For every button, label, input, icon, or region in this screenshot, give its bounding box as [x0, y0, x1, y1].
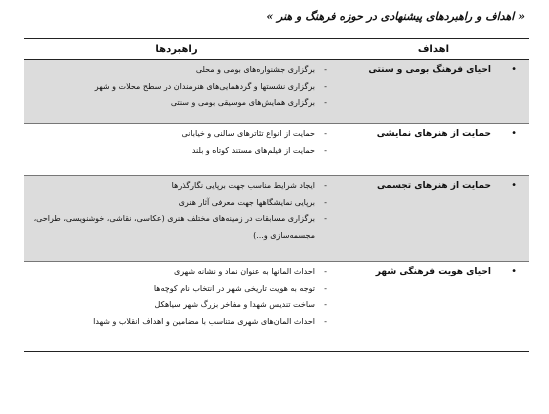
bullet-icon: •	[511, 128, 517, 139]
strategy-item	[28, 95, 327, 112]
dash-marker: -	[324, 300, 327, 309]
goal-cell	[329, 176, 529, 262]
header-goals: اهداف	[329, 39, 529, 60]
strategy-text: برگزاری همایش‌های موسیقی بومی و سنتی	[170, 98, 315, 107]
strategy-text: برپایی نمایشگاهها جهت معرفی آثار هنری	[178, 197, 315, 207]
dash-marker: -	[324, 81, 327, 91]
dash-marker: -	[324, 283, 327, 293]
dash-marker: -	[324, 197, 327, 207]
strategy-text: حمایت از انواع تئاترهای سالنی و خیابانی	[181, 129, 315, 138]
dash-marker: -	[324, 181, 327, 190]
strategy-text: ساخت تندیس شهدا و مفاخر بزرگ شهر سیاهکل	[154, 300, 315, 309]
strategy-item	[28, 178, 327, 195]
strategy-item	[28, 143, 327, 160]
dash-marker: -	[324, 98, 327, 107]
strategy-item	[28, 211, 327, 244]
strategy-text: برگزاری نشستها و گردهمایی‌های هنرمندان در سطح محلات و شهر	[94, 81, 315, 91]
strategies-cell	[24, 124, 329, 176]
table-row	[24, 60, 529, 124]
strategy-item	[28, 297, 327, 314]
dash-marker: -	[324, 214, 327, 223]
table-row	[24, 124, 529, 176]
strategy-item	[28, 195, 327, 212]
strategies-list	[24, 176, 329, 250]
goals-strategies-table	[24, 38, 529, 352]
strategy-item	[28, 62, 327, 79]
strategy-item	[28, 314, 327, 331]
strategy-item	[28, 126, 327, 143]
goal-text: احیای فرهنگ بومی و سنتی	[368, 65, 491, 75]
strategy-text: برگزاری جشنواره‌های بومی و محلی	[195, 65, 315, 74]
goal-text: حمایت از هنرهای نمایشی	[376, 129, 491, 139]
table-row	[24, 176, 529, 262]
goal-cell	[329, 60, 529, 124]
strategies-list	[24, 262, 329, 336]
strategy-item	[28, 79, 327, 96]
goal-text: حمایت از هنرهای تجسمی	[376, 181, 491, 191]
goal-cell	[329, 262, 529, 352]
header-strategies: راهبردها	[24, 39, 329, 60]
strategies-cell	[24, 262, 329, 352]
table-row	[24, 262, 529, 352]
dash-marker: -	[324, 316, 327, 326]
dash-marker: -	[324, 65, 327, 74]
dash-marker: -	[324, 145, 327, 155]
strategy-text: توجه به هویت تاریخی شهر در انتخاب نام کوچه‌ها	[153, 283, 315, 293]
strategy-text: برگزاری مسابقات در زمینه‌های مختلف هنری (عکاسی، نقاشی، خوشنویسی، طراحی، مجسمه‌سازی و...)	[33, 214, 315, 240]
strategy-text: احداث المانها به عنوان نماد و نشانه شهری	[173, 267, 315, 276]
goal-cell	[329, 124, 529, 176]
strategy-text: احداث المان‌های شهری متناسب با مضامین و اهداف انقلاب و شهدا	[93, 316, 315, 326]
strategy-text: حمایت از فیلم‌های مستند کوتاه و بلند	[191, 145, 315, 155]
strategies-list	[24, 60, 329, 118]
strategies-list	[24, 124, 329, 165]
dash-marker: -	[324, 267, 327, 276]
strategies-cell	[24, 176, 329, 262]
strategies-cell	[24, 60, 329, 124]
strategy-item	[28, 264, 327, 281]
strategy-text: ایجاد شرایط مناسب جهت برپایی نگارگذرها	[171, 181, 315, 190]
dash-marker: -	[324, 129, 327, 138]
table-header-row	[24, 39, 529, 60]
table-body	[24, 60, 529, 352]
bullet-icon: •	[511, 180, 517, 191]
strategy-item	[28, 281, 327, 298]
bullet-icon: •	[511, 64, 517, 75]
goal-text: احیای هویت فرهنگی شهر	[375, 267, 491, 277]
page-title: « اهداف و راهبردهای پیشنهادی در حوزه فرهنگ و هنر »	[266, 10, 525, 23]
bullet-icon: •	[511, 266, 517, 277]
